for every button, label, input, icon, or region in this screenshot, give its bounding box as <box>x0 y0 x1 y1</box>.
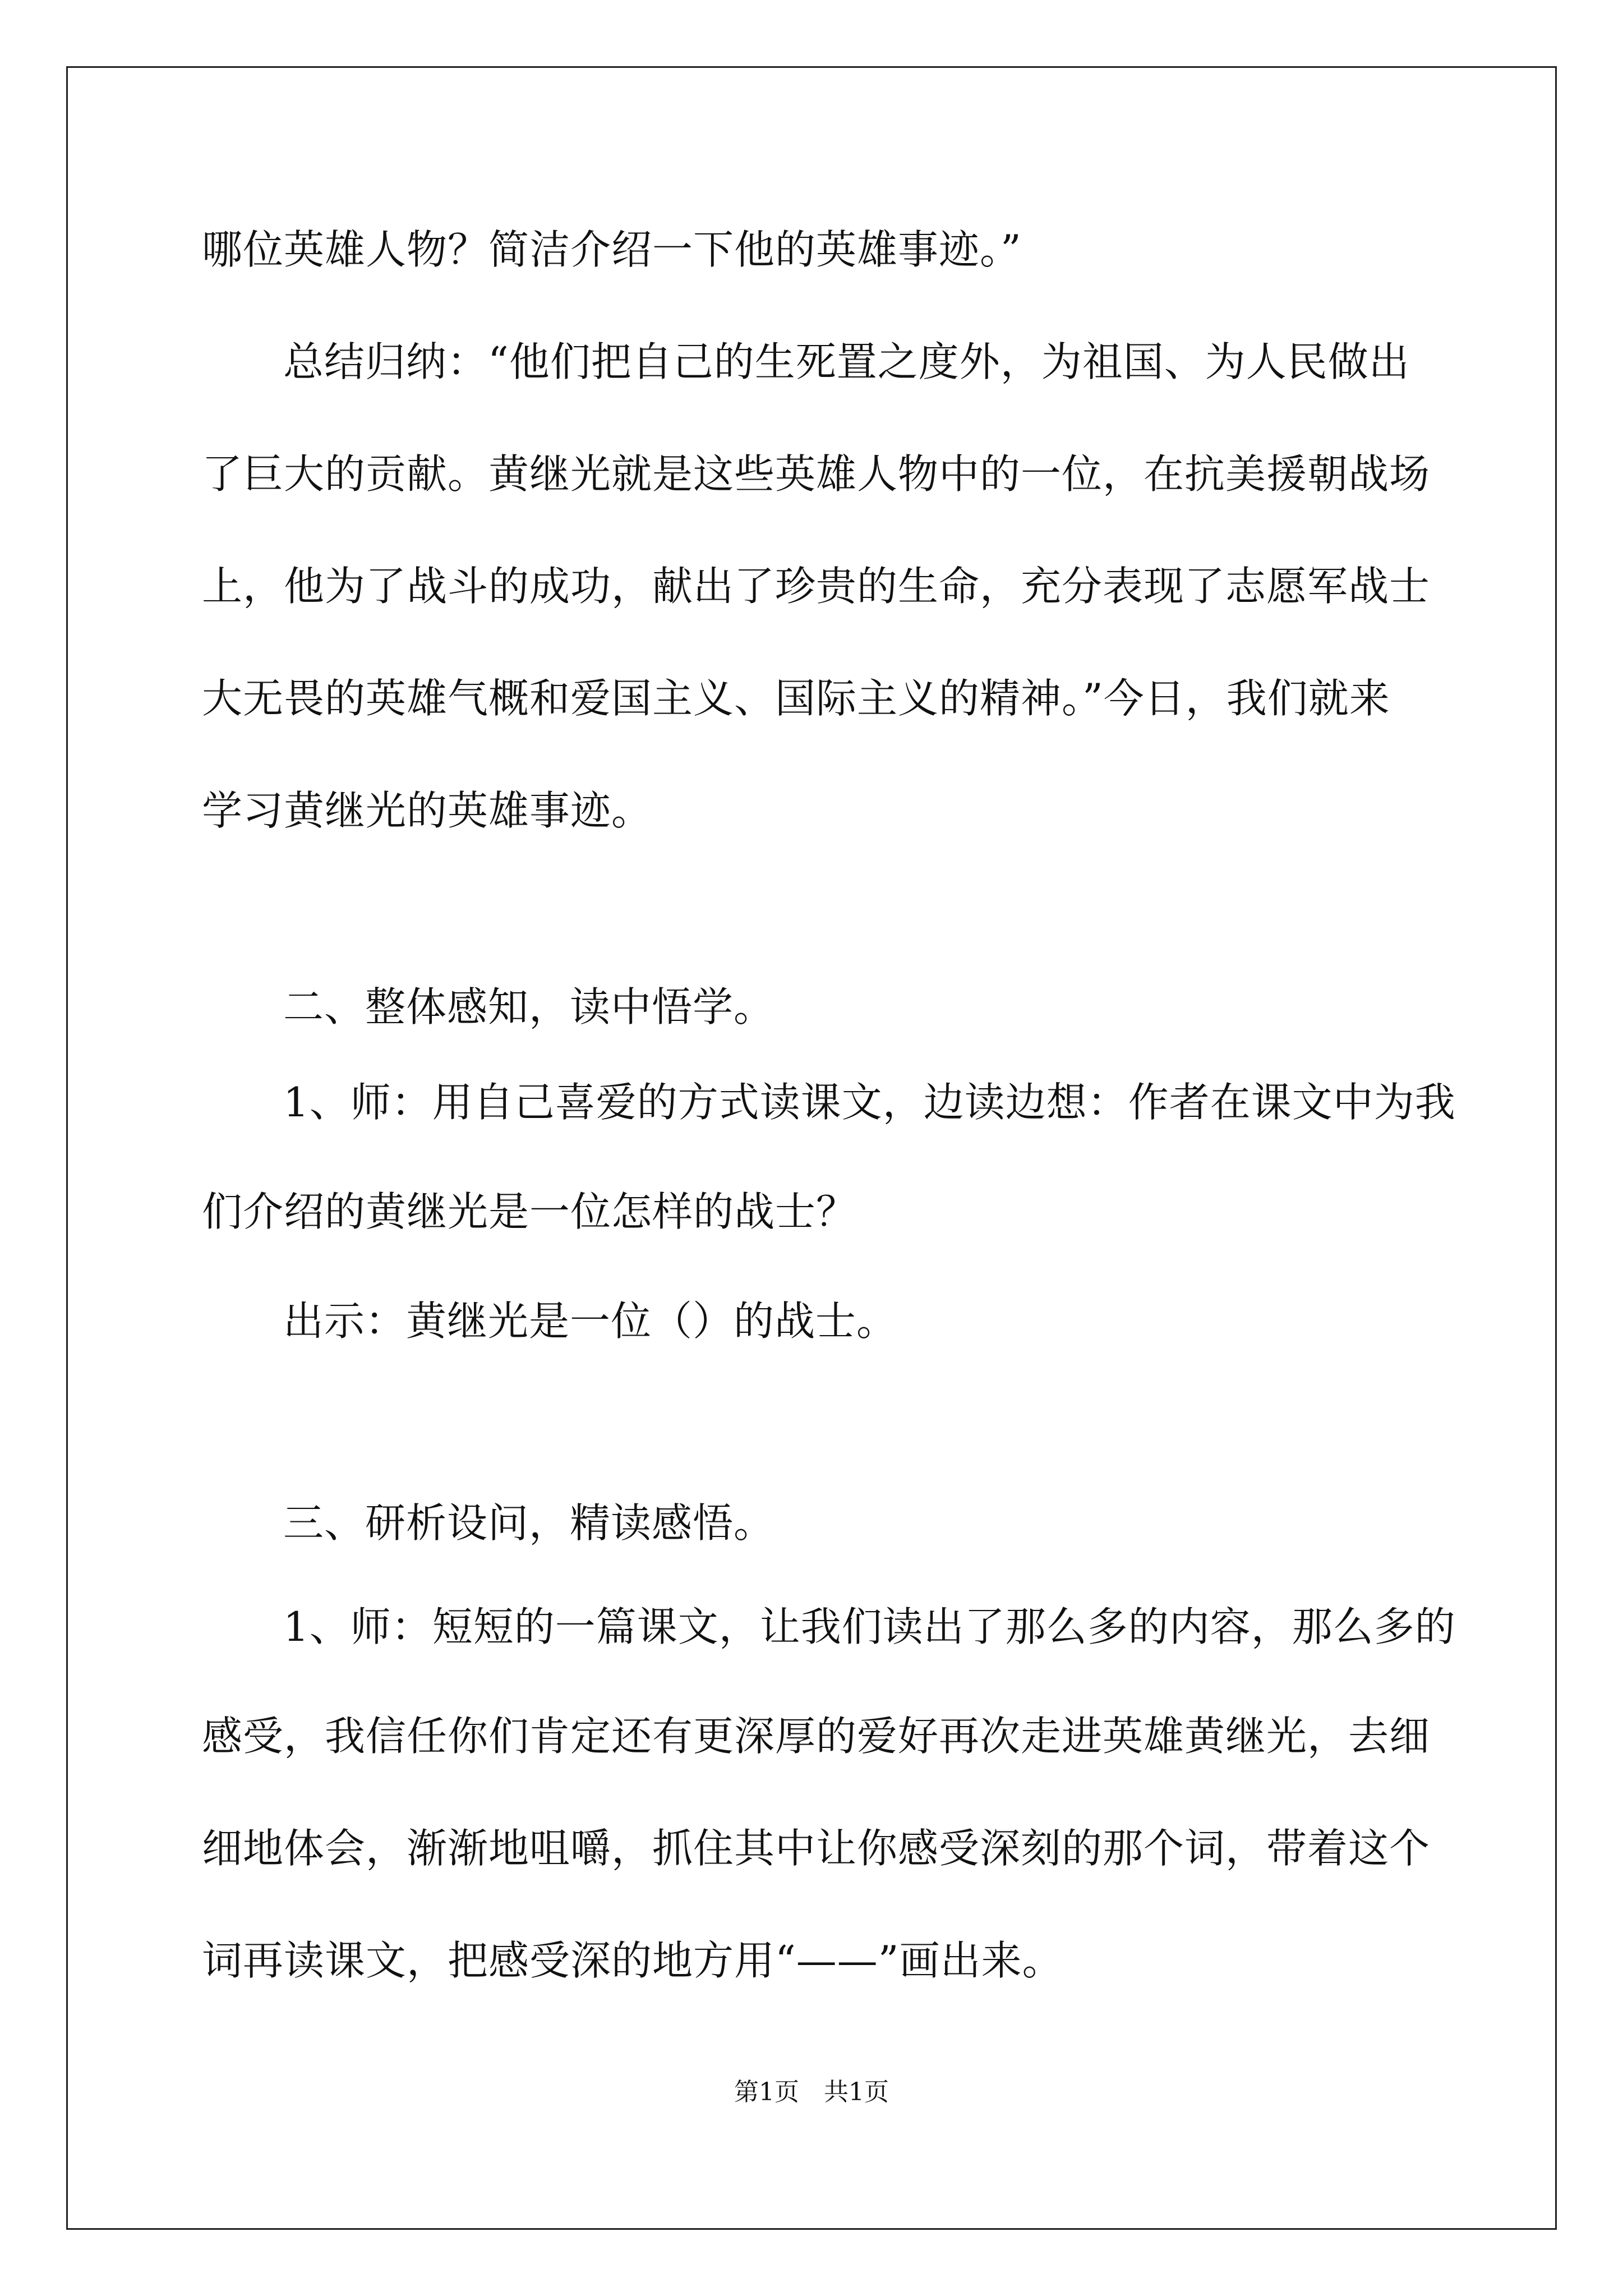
body-line: 细地体会，渐渐地咀嚼，抓住其中让你感受深刻的那个词，带着这个 <box>202 1825 1431 1872</box>
body-line: 上，他为了战斗的成功，献出了珍贵的生命，充分表现了志愿军战士 <box>202 563 1431 610</box>
body-line: 大无畏的英雄气概和爱国主义、国际主义的精神。”今日，我们就来 <box>202 675 1390 722</box>
body-line: 词再读课文，把感受深的地方用“——”画出来。 <box>202 1937 1063 1984</box>
body-line: 感受，我信任你们肯定还有更深厚的爱好再次走进英雄黄继光，去细 <box>202 1713 1431 1760</box>
body-line: 了巨大的贡献。黄继光就是这些英雄人物中的一位，在抗美援朝战场 <box>202 450 1431 498</box>
paragraph-prompt: 出示：黄继光是一位（）的战士。 <box>283 1297 898 1345</box>
body-line: 哪位英雄人物？简洁介绍一下他的英雄事迹。” <box>202 226 1022 273</box>
body-line: 们介绍的黄继光是一位怎样的战士？ <box>202 1188 857 1235</box>
page-footer <box>0 2076 1623 2109</box>
paragraph-summary: 总结归纳：“他们把自己的生死置之度外，为祖国、为人民做出 <box>283 338 1410 385</box>
paragraph-3-1: 1、师：短短的一篇课文，让我们读出了那么多的内容，那么多的 <box>283 1603 1456 1650</box>
body-line: 学习黄继光的英雄事迹。 <box>202 787 653 834</box>
page-number: 第1页 <box>734 2078 799 2106</box>
section-heading-2: 二、整体感知，读中悟学。 <box>283 983 775 1030</box>
page-total: 共1页 <box>824 2078 889 2106</box>
paragraph-2-1: 1、师：用自己喜爱的方式读课文，边读边想：作者在课文中为我 <box>283 1079 1456 1126</box>
section-heading-3: 三、研析设问，精读感悟。 <box>283 1499 775 1547</box>
page-border <box>66 66 1557 2230</box>
